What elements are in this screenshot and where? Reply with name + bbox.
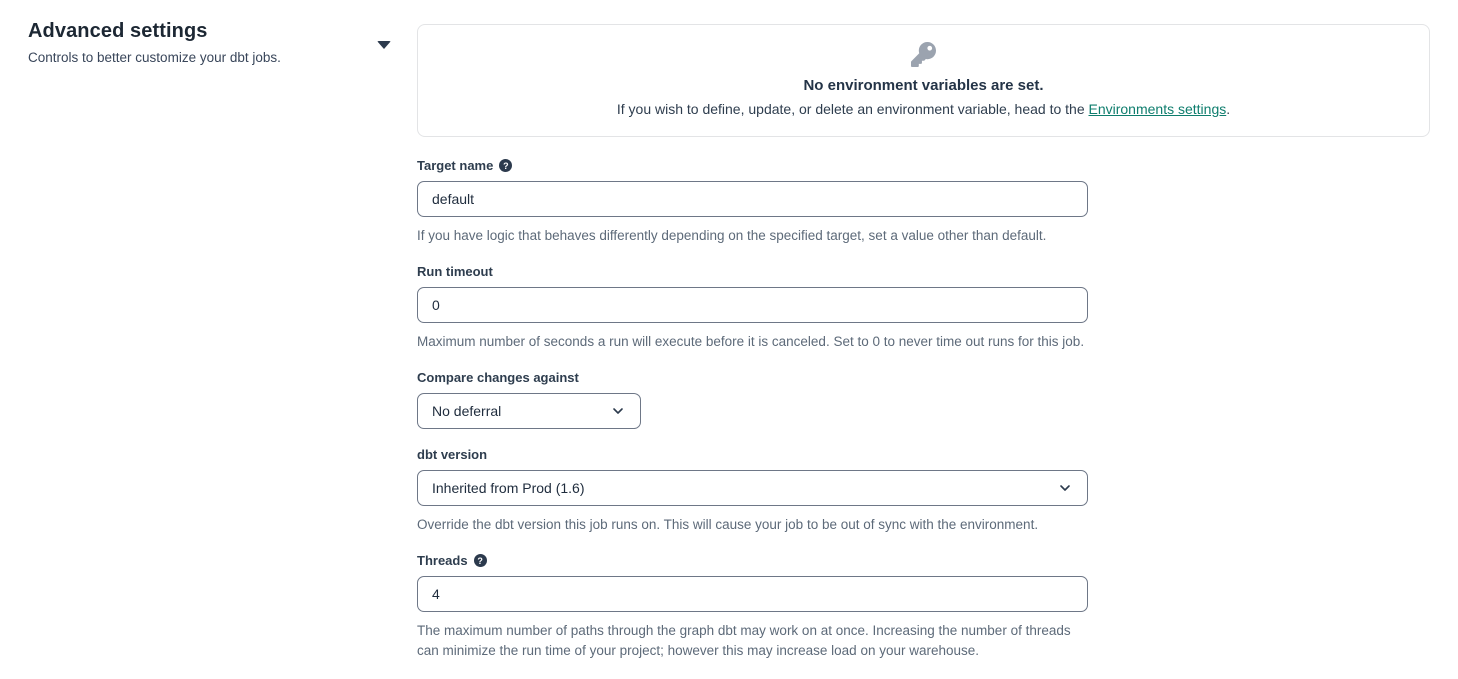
run-timeout-input[interactable] — [417, 287, 1088, 323]
env-card-message — [438, 101, 1409, 117]
dbt-version-selected-value: Inherited from Prod (1.6) — [432, 480, 585, 496]
target-name-help-icon[interactable]: ? — [499, 159, 512, 172]
target-name-label: Target name — [417, 158, 494, 173]
threads-input[interactable] — [417, 576, 1088, 612]
target-name-helper: If you have logic that behaves differently depending on the specified target, set a value other than default. — [417, 228, 1047, 243]
threads-help-icon[interactable]: ? — [474, 554, 487, 567]
threads-group — [417, 553, 1088, 661]
dbt-version-helper: Override the dbt version this job runs on. This will cause your job to be out of sync with the environment. — [417, 517, 1039, 532]
dbt-version-label: dbt version — [417, 447, 488, 462]
compare-changes-label: Compare changes against — [417, 370, 579, 385]
compare-changes-select[interactable] — [417, 393, 641, 429]
env-card-message-suffix: . — [1226, 101, 1231, 117]
page-title: Advanced settings — [28, 20, 208, 42]
target-name-input[interactable] — [417, 181, 1088, 217]
env-variables-card — [417, 24, 1430, 137]
env-card-title: No environment variables are set. — [803, 77, 1044, 94]
advanced-settings-panel — [417, 24, 1430, 679]
dbt-version-group — [417, 447, 1088, 535]
chevron-down-icon — [610, 403, 626, 419]
run-timeout-group — [417, 264, 1088, 352]
collapse-caret-icon[interactable] — [377, 41, 391, 49]
dbt-version-select[interactable] — [417, 470, 1088, 506]
run-timeout-helper: Maximum number of seconds a run will execute before it is canceled. Set to 0 to never time out runs for this job. — [417, 334, 1085, 349]
threads-label: Threads — [417, 553, 468, 568]
section-header — [28, 20, 358, 65]
page-subtitle: Controls to better customize your dbt jobs. — [28, 50, 281, 65]
key-icon — [911, 42, 936, 67]
advanced-settings-form — [417, 158, 1088, 661]
run-timeout-label: Run timeout — [417, 264, 493, 279]
compare-changes-group — [417, 370, 1088, 429]
threads-helper: The maximum number of paths through the graph dbt may work on at once. Increasing the number of threads can minimize the run time of your project; however this may increase load on your warehouse. — [417, 623, 1071, 658]
compare-changes-selected-value: No deferral — [432, 403, 502, 419]
target-name-group — [417, 158, 1088, 246]
chevron-down-icon — [1057, 480, 1073, 496]
env-card-message-prefix: If you wish to define, update, or delete an environment variable, head to the — [616, 101, 1089, 117]
environments-settings-link[interactable]: Environments settings — [1088, 101, 1227, 117]
